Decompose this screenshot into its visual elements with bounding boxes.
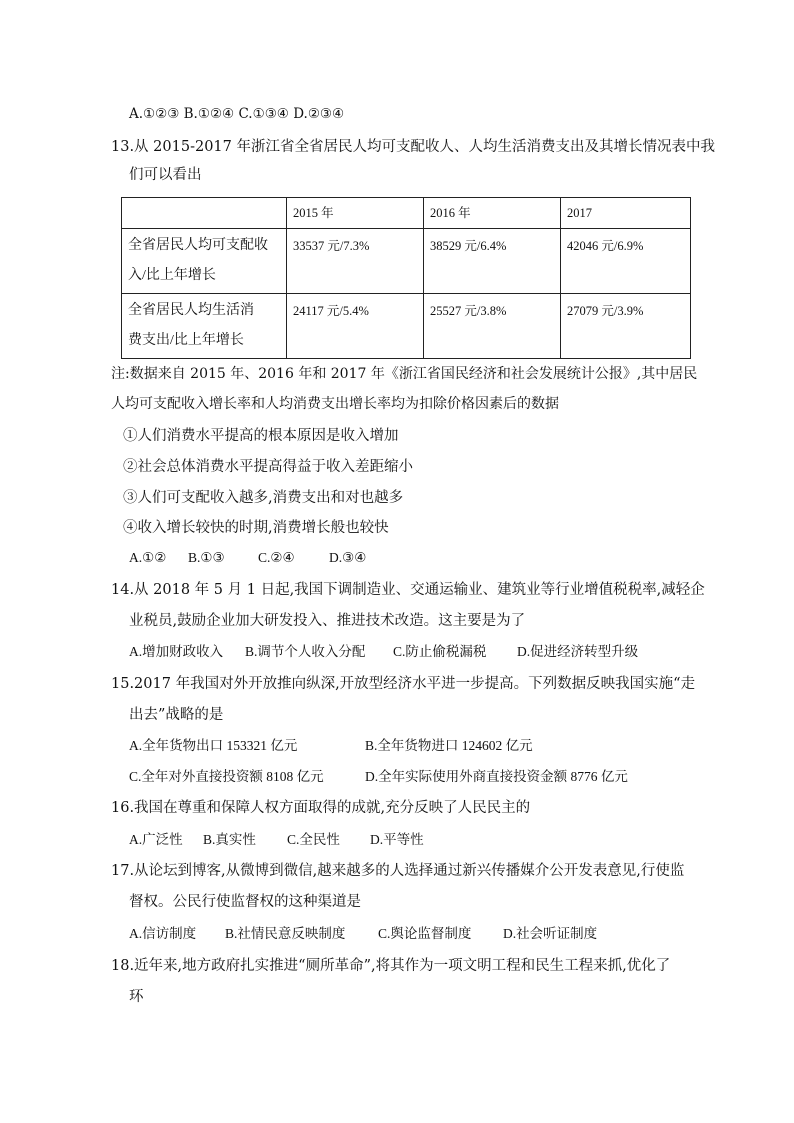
table-cell: 27079 元/3.9% (561, 294, 691, 359)
q16-option-b: B.真实性 (203, 832, 256, 847)
row-label-line: 全省居民人均生活消 (128, 303, 254, 318)
q15-option-d: D.全年实际使用外商直接投资金额 8776 亿元 (365, 769, 628, 784)
q13-option-a: A.①② (129, 550, 167, 565)
table-row (122, 229, 691, 294)
q16-option-d: D.平等性 (370, 832, 424, 847)
q17-option-b: B.社情民意反映制度 (225, 926, 346, 941)
q13-item-4: ④收入增长较快的时期,消费增长般也较快 (123, 520, 389, 536)
table-cell: 42046 元/6.9% (561, 229, 691, 294)
row-label-line: 费支出/比上年增长 (128, 333, 244, 348)
q18-stem-line1: 18.近年来,地方政府扎实推进“厕所革命”,将其作为一项文明工程和民生工程来抓,优化了 (111, 958, 671, 974)
q17-option-c: C.舆论监督制度 (378, 926, 472, 941)
q17-option-d: D.社会听证制度 (503, 926, 598, 941)
table-cell: 25527 元/3.8% (424, 294, 561, 359)
q15-stem-line1: 15.2017 年我国对外开放推向纵深,开放型经济水平进一步提高。下列数据反映我国实施“走 (111, 676, 696, 692)
q17-stem-line1: 17.从论坛到博客,从微博到微信,越来越多的人选择通过新兴传播媒介公开发表意见,行使监 (111, 863, 685, 879)
q16-option-c: C.全民性 (287, 832, 340, 847)
q17-option-a: A.信访制度 (129, 926, 197, 941)
q16-option-a: A.广泛性 (129, 832, 183, 847)
q12-options: A.①②③ B.①②④ C.①③④ D.②③④ (129, 106, 345, 122)
table-header-cell: 2017 (561, 198, 691, 229)
table-header-cell: 2015 年 (287, 198, 424, 229)
table-header-row (122, 198, 691, 229)
q13-note-line2: 人均可支配收入增长率和人均消费支出增长率均为扣除价格因素后的数据 (111, 396, 559, 412)
q15-option-b: B.全年货物进口 124602 亿元 (365, 738, 533, 753)
q14-option-d: D.促进经济转型升级 (517, 644, 639, 659)
q14-option-a: A.增加财政收入 (129, 644, 224, 659)
q15-option-c: C.全年对外直接投资额 8108 亿元 (129, 769, 324, 784)
q13-option-d: D.③④ (329, 550, 367, 565)
q13-stem-line2: 们可以看出 (129, 167, 202, 183)
q14-stem-line1: 14.从 2018 年 5 月 1 日起,我国下调制造业、交通运输业、建筑业等行业增值税税率,减轻企 (111, 582, 705, 598)
q14-stem-line2: 业税员,鼓励企业加大研发投入、推进技术改造。这主要是为了 (129, 613, 526, 629)
table-cell: 38529 元/6.4% (424, 229, 561, 294)
q13-option-c: C.②④ (258, 550, 295, 565)
q16-stem-line1: 16.我国在尊重和保障人权方面取得的成就,充分反映了人民民主的 (111, 800, 531, 816)
row-label-line: 入/比上年增长 (128, 268, 216, 283)
table-header-cell: 2016 年 (424, 198, 561, 229)
q13-item-1: ①人们消费水平提高的根本原因是收入增加 (123, 428, 399, 444)
q17-stem-line2: 督权。公民行使监督权的这种渠道是 (129, 894, 361, 910)
q13-option-b: B.①③ (188, 550, 225, 565)
q15-stem-line2: 出去”战略的是 (129, 707, 224, 723)
table-header-cell (122, 198, 287, 229)
q13-note-line1: 注:数据来自 2015 年、2016 年和 2017 年《浙江省国民经济和社会发展统计公报》,其中居民 (111, 366, 698, 382)
table-row (122, 294, 691, 359)
row-label-line: 全省居民人均可支配收 (128, 238, 268, 253)
table-row-label (122, 229, 287, 294)
q14-option-c: C.防止偷税漏税 (393, 644, 487, 659)
table-row-label (122, 294, 287, 359)
income-consumption-table (121, 197, 691, 359)
q13-stem-line1: 13.从 2015-2017 年浙江省全省居民人均可支配收人、人均生活消费支出及其增长情况表中我 (111, 139, 715, 155)
table-cell: 33537 元/7.3% (287, 229, 424, 294)
q18-stem-line2: 环 (129, 989, 144, 1005)
q14-option-b: B.调节个人收入分配 (245, 644, 366, 659)
q15-option-a: A.全年货物出口 153321 亿元 (129, 738, 298, 753)
table-cell: 24117 元/5.4% (287, 294, 424, 359)
q13-item-2: ②社会总体消费水平提高得益于收入差距缩小 (123, 459, 413, 475)
q13-item-3: ③人们可支配收入越多,消费支出和对也越多 (123, 490, 404, 506)
